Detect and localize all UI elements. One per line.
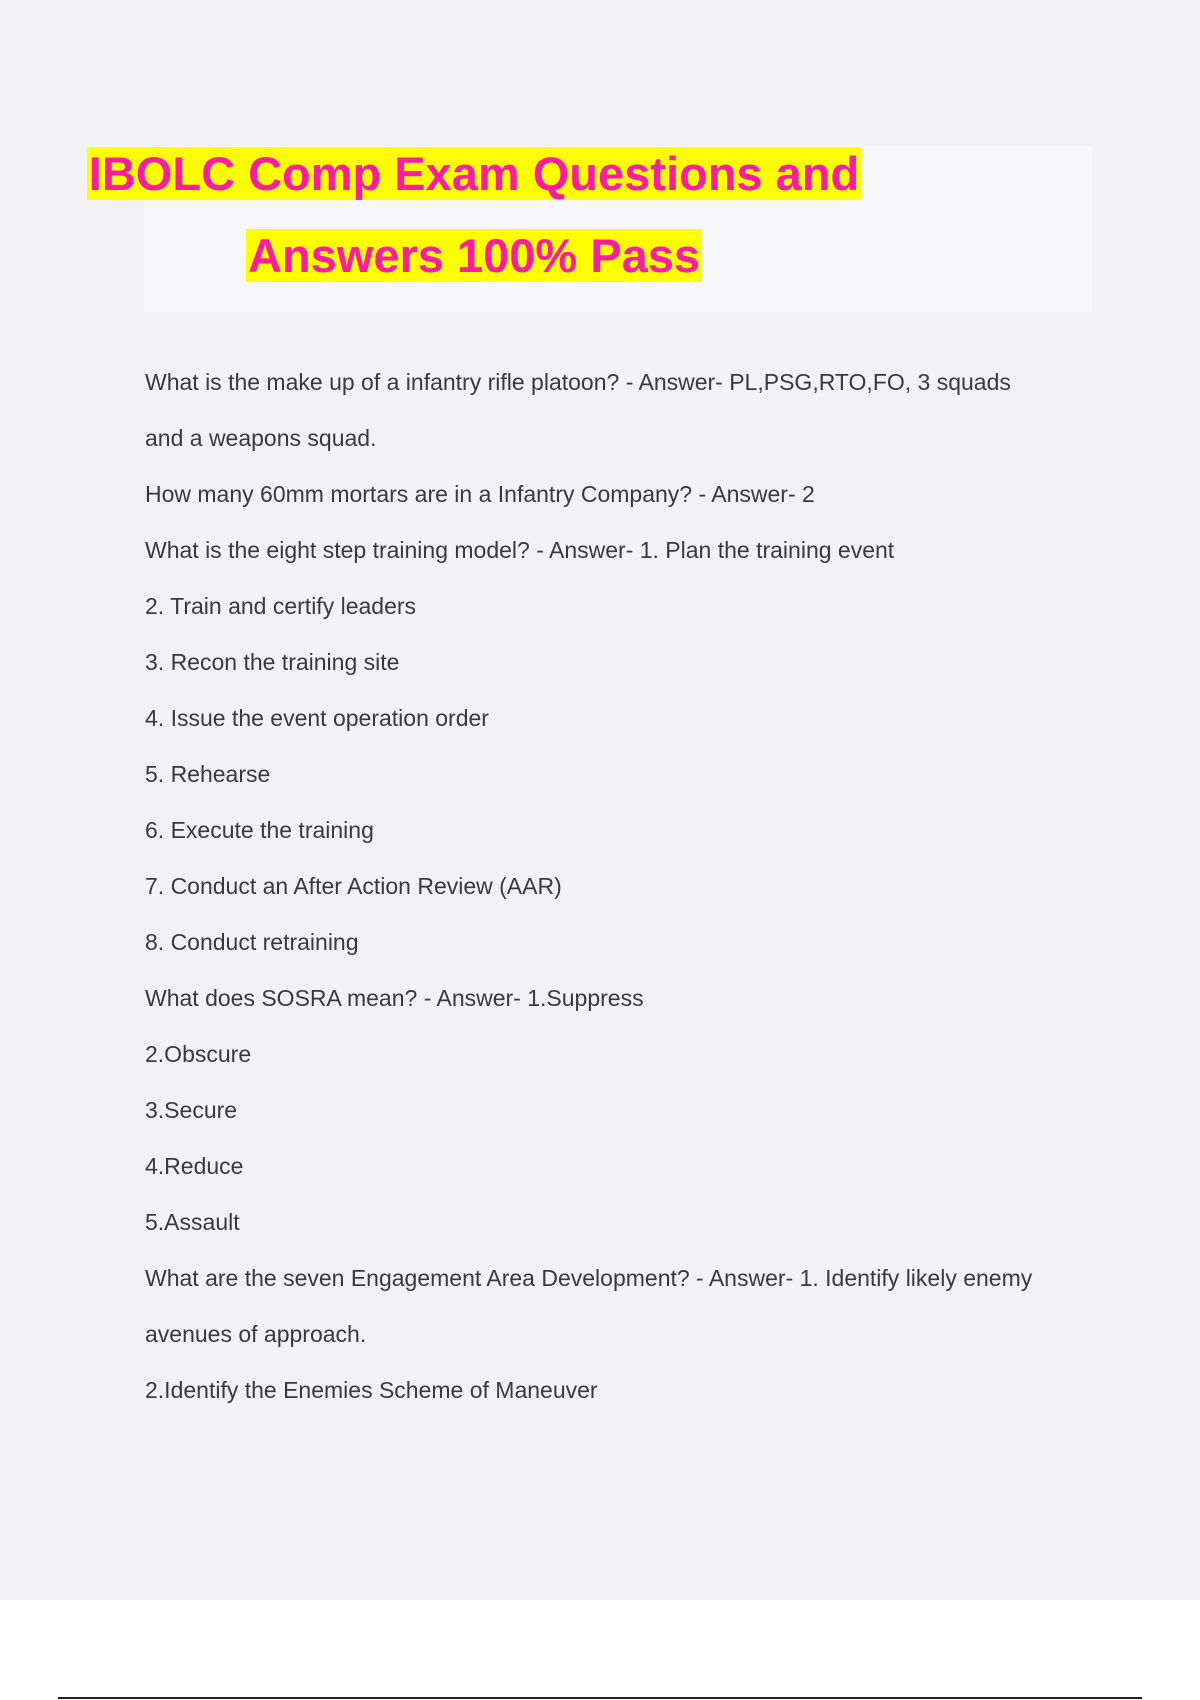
text-line: 3. Recon the training site: [145, 649, 400, 675]
text-line: What is the make up of a infantry rifle platoon? - Answer- PL,PSG,RTO,FO, 3 squads: [145, 369, 1011, 395]
text-line: 3.Secure: [145, 1097, 238, 1123]
text-line: What is the eight step training model? - Answer- 1. Plan the training event: [145, 537, 895, 563]
text-line: and a weapons squad.: [145, 425, 377, 451]
text-line: 7. Conduct an After Action Review (AAR): [145, 873, 562, 899]
text-line: How many 60mm mortars are in a Infantry Company? - Answer- 2: [145, 481, 815, 507]
question-answer-list: [145, 354, 1095, 1418]
document-title-line-2: [0, 228, 948, 284]
text-line: What are the seven Engagement Area Development? - Answer- 1. Identify likely enemy: [145, 1265, 1033, 1291]
text-line: avenues of approach.: [145, 1321, 367, 1347]
text-line: 4. Issue the event operation order: [145, 705, 489, 731]
text-line: 2.Identify the Enemies Scheme of Maneuver: [145, 1377, 598, 1403]
text-line: 2.Obscure: [145, 1041, 252, 1067]
footer-divider: [58, 1697, 1142, 1699]
text-line: 6. Execute the training: [145, 817, 374, 843]
text-line: 5.Assault: [145, 1209, 240, 1235]
text-line: What does SOSRA mean? - Answer- 1.Suppress: [145, 985, 644, 1011]
document-title-text-2: Answers 100% Pass: [247, 229, 700, 282]
document-title-line-1: [0, 146, 948, 202]
text-line: 5. Rehearse: [145, 761, 271, 787]
text-line: 2. Train and certify leaders: [145, 593, 417, 619]
text-line: 4.Reduce: [145, 1153, 244, 1179]
text-line: 8. Conduct retraining: [145, 929, 359, 955]
document-title-text-1: IBOLC Comp Exam Questions and: [88, 147, 860, 200]
